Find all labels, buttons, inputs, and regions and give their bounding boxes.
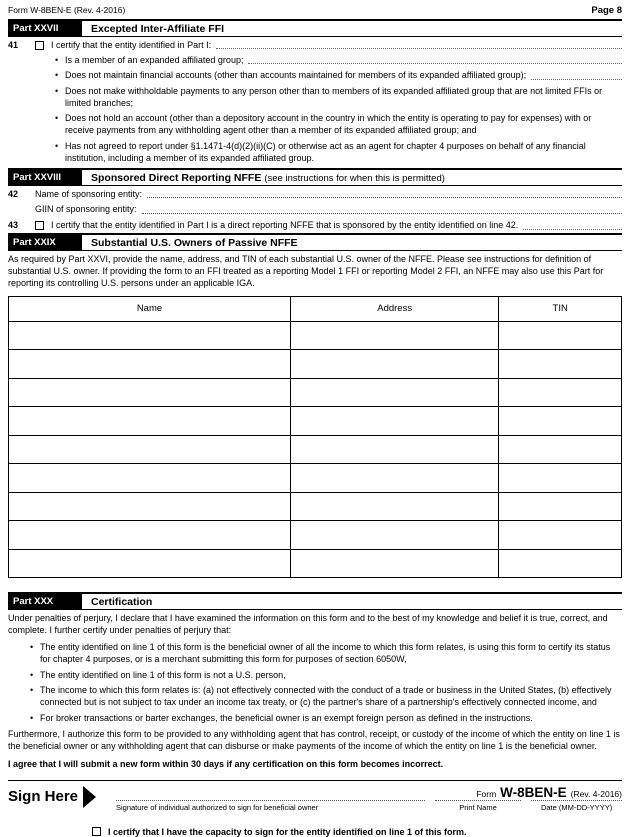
- owners-table-row: [9, 378, 622, 407]
- part-xxix-label: Part XXIX: [8, 235, 82, 250]
- bullet-icon: [55, 113, 65, 125]
- signature-label: Signature of individual authorized to sign for beneficial owner: [116, 802, 319, 812]
- dotted-leader: [248, 63, 622, 64]
- owner-name-cell[interactable]: [9, 407, 291, 436]
- line-41-number: 41: [8, 39, 19, 50]
- page-number: Page 8: [591, 5, 622, 16]
- owner-address-cell[interactable]: [290, 464, 498, 493]
- bullet-text: Does not maintain financial accounts (other than accounts maintained for members of its expanded affiliated group);: [65, 70, 527, 81]
- capacity-checkbox[interactable]: [92, 827, 101, 836]
- date-label: Date (MM-DD-YYYY): [540, 802, 613, 812]
- sign-here-label: Sign Here: [8, 788, 79, 806]
- owners-table-row: [9, 464, 622, 493]
- owners-table-row: [9, 492, 622, 521]
- owner-name-cell[interactable]: [9, 549, 291, 578]
- owners-table-row: [9, 321, 622, 350]
- part-xxx-title: Certification: [91, 595, 153, 608]
- owner-address-cell[interactable]: [290, 321, 498, 350]
- owners-table-header-address: Address: [290, 296, 498, 321]
- part-xxvii-label: Part XXVII: [8, 21, 82, 36]
- owners-table-row: [9, 549, 622, 578]
- part-xxx-label: Part XXX: [8, 594, 82, 609]
- bullet-text: Is a member of an expanded affiliated group;: [65, 54, 244, 65]
- sponsoring-entity-giin-label: GIIN of sponsoring entity:: [35, 204, 137, 215]
- part-xxviii-title: [82, 172, 445, 184]
- bullet-text: For broker transactions or barter exchanges, the beneficial owner is an exempt foreign person as defined in the instructions.: [40, 712, 533, 723]
- capacity-row: [92, 827, 622, 837]
- dotted-leader: [523, 229, 622, 230]
- dotted-leader: [216, 48, 622, 49]
- owner-tin-cell[interactable]: [499, 435, 622, 464]
- line-41-text: I certify that the entity identified in Part I:: [51, 39, 212, 50]
- part-xxvii-bullet: [55, 139, 622, 166]
- bullet-icon: [30, 642, 40, 654]
- line-43-number: 43: [8, 220, 19, 231]
- owners-table-header-row: [9, 296, 622, 321]
- form-reference: Form W-8BEN-E (Rev. 4-2016): [8, 5, 126, 15]
- bullet-text: The income to which this form relates is: (a) not effectively connected with the conduct of a trade or business in the United States, (b) effectively connected but is not subject to tax under an income tax treaty, or (c) the partner's share of a partnership's effectively connected income, and: [40, 685, 612, 707]
- part-xxviii-label: Part XXVIII: [8, 170, 82, 185]
- line-43: [8, 218, 622, 234]
- owner-address-cell[interactable]: [290, 378, 498, 407]
- owner-tin-cell[interactable]: [499, 492, 622, 521]
- agree-text: I agree that I will submit a new form within 30 days if any certification on this form becomes incorrect.: [8, 759, 444, 769]
- bullet-text: The entity identified on line 1 of this form is not a U.S. person,: [40, 669, 286, 680]
- owner-address-cell[interactable]: [290, 407, 498, 436]
- owner-name-cell[interactable]: [9, 350, 291, 379]
- bullet-icon: [55, 141, 65, 153]
- owner-name-cell[interactable]: [9, 435, 291, 464]
- bullet-text: Has not agreed to report under §1.1471-4(d)(2)(ii)(C) or otherwise act as an agent for chapter 4 purposes on behalf of any financial institution, including a member of its expanded affiliated group.: [65, 140, 586, 163]
- bullet-icon: [30, 670, 40, 682]
- line-42-giin: [8, 202, 622, 218]
- bullet-text: The entity identified on line 1 of this form is the beneficial owner of all the income to which this form relates, is using this form to certify its status for chapter 4 purposes, or is a merchant submitting this form for purposes of section 6050W,: [40, 642, 611, 664]
- owner-address-cell[interactable]: [290, 350, 498, 379]
- owners-table-row: [9, 350, 622, 379]
- dotted-leader: [531, 79, 622, 80]
- owner-tin-cell[interactable]: [499, 521, 622, 550]
- owners-table-row: [9, 435, 622, 464]
- sponsoring-entity-giin-input[interactable]: [142, 213, 622, 214]
- owner-tin-cell[interactable]: [499, 350, 622, 379]
- owner-address-cell[interactable]: [290, 492, 498, 521]
- bullet-icon: [55, 55, 65, 67]
- footer-form-word: Form: [476, 789, 497, 799]
- owner-tin-cell[interactable]: [499, 549, 622, 578]
- part-xxvii-bullet: [55, 111, 622, 138]
- certification-intro: Under penalties of perjury, I declare that I have examined the information on this form and to the best of my knowledge and belief it is true, correct, and complete. I further certify under penalties of perjury that:: [8, 613, 608, 636]
- part-xxx-header: [8, 592, 622, 610]
- owner-name-cell[interactable]: [9, 321, 291, 350]
- owner-tin-cell[interactable]: [499, 378, 622, 407]
- owners-table: [8, 296, 622, 579]
- owner-tin-cell[interactable]: [499, 407, 622, 436]
- certification-bullet: [30, 711, 622, 727]
- part-xxvii-bullet: [55, 68, 622, 84]
- part-xxvii-bullet: [55, 53, 622, 69]
- certification-bullet: [30, 683, 622, 710]
- bullet-icon: [55, 70, 65, 82]
- bullet-text: Does not make withholdable payments to any person other than to members of its expanded affiliated group that are not limited FFIs or limited branches;: [65, 86, 603, 108]
- owner-tin-cell[interactable]: [499, 464, 622, 493]
- part-xxvii-bullet: [55, 84, 622, 111]
- owner-name-cell[interactable]: [9, 378, 291, 407]
- line-41: [8, 37, 622, 53]
- line-41-checkbox[interactable]: [35, 41, 44, 50]
- owners-table-header-tin: TIN: [499, 296, 622, 321]
- owner-tin-cell[interactable]: [499, 321, 622, 350]
- footer-form-number: W-8BEN-E: [500, 785, 567, 800]
- bullet-text: Does not hold an account (other than a depository account in the country in which the entity is operating to pay for expenses) with or receive payments from any withholding agent other than a member of its expanded affiliated group; and: [65, 113, 592, 136]
- owner-name-cell[interactable]: [9, 521, 291, 550]
- line-43-text: I certify that the entity identified in Part I is a direct reporting NFFE that is sponsored by the entity identified on line 42.: [51, 220, 519, 231]
- owners-table-row: [9, 521, 622, 550]
- line-42-name: [8, 186, 622, 202]
- bullet-icon: [30, 713, 40, 725]
- part-xxvii-header: [8, 19, 622, 37]
- furthermore-text: Furthermore, I authorize this form to be provided to any withholding agent that has control, receipt, or custody of the income of which the entity on line 1 is the beneficial owner or any withholding agent that can disburse or make payments of the income of which the entity on line 1 is the beneficial owner.: [8, 729, 620, 752]
- part-xxvii-title: Excepted Inter-Affiliate FFI: [91, 22, 225, 35]
- certification-bullet: [30, 640, 622, 667]
- footer-revision: (Rev. 4-2016): [570, 789, 622, 799]
- sponsoring-entity-name-label: Name of sponsoring entity:: [35, 188, 143, 199]
- owner-address-cell[interactable]: [290, 435, 498, 464]
- line-42-number: 42: [8, 188, 19, 199]
- print-name-label: Print Name: [459, 802, 497, 812]
- owner-name-cell[interactable]: [9, 492, 291, 521]
- part-xxix-header: [8, 233, 622, 251]
- certification-bullet: [30, 668, 622, 684]
- form-footer: [8, 780, 622, 800]
- owner-address-cell[interactable]: [290, 521, 498, 550]
- owner-name-cell[interactable]: [9, 464, 291, 493]
- capacity-text: I certify that I have the capacity to sign for the entity identified on line 1 of this form.: [108, 826, 467, 837]
- part-xxviii-title-main: Sponsored Direct Reporting NFFE: [91, 171, 262, 184]
- part-xxix-title: Substantial U.S. Owners of Passive NFFE: [91, 236, 298, 249]
- part-xxviii-title-note: (see instructions for when this is permitted): [264, 172, 445, 184]
- sponsoring-entity-name-input[interactable]: [147, 197, 622, 198]
- line-43-checkbox[interactable]: [35, 221, 44, 230]
- top-header: [8, 4, 622, 19]
- part-xxix-intro: As required by Part XXVI, provide the name, address, and TIN of each substantial U.S. owner of the NFFE. Please see instructions for definition of substantial U.S. owner. If providing the form to an FFI treated as a reporting Model 1 FFI or reporting Model 2 FFI, an NFFE may also use this Part for reporting its controlling U.S. persons under an applicable IGA.: [8, 254, 604, 288]
- bullet-icon: [55, 86, 65, 98]
- part-xxviii-header: [8, 168, 622, 186]
- owners-table-row: [9, 407, 622, 436]
- bullet-icon: [30, 685, 40, 697]
- owners-table-header-name: Name: [9, 296, 291, 321]
- owner-address-cell[interactable]: [290, 549, 498, 578]
